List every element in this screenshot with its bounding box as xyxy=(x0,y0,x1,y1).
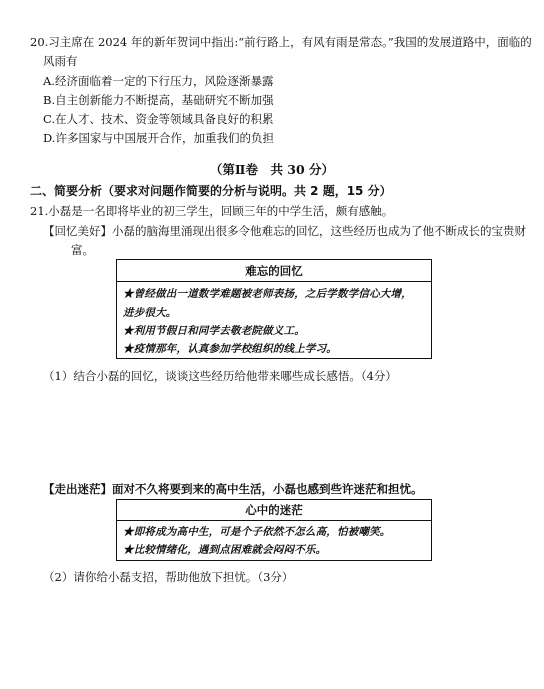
confusion-box xyxy=(116,499,432,561)
memory-item-2: ★利用节假日和同学去敬老院做义工。 xyxy=(123,325,305,337)
q21-memory-line2: 富。 xyxy=(71,243,94,257)
part2-heading: （第Ⅱ卷 共 30 分） xyxy=(209,162,335,177)
q21-sub2: （2）请你给小磊支招，帮助他放下担忧。（3分） xyxy=(43,570,294,584)
q21-confusion-line: 【走出迷茫】面对不久将要到来的高中生活，小磊也感到些许迷茫和担忧。 xyxy=(43,482,423,496)
memory-box xyxy=(116,259,432,359)
memory-item-1-cont: 进步很大。 xyxy=(123,307,177,319)
q20-stem-line1: 20.习主席在 2024 年的新年贺词中指出:“前行路上，有风有雨是常态。”我国的发展道路中，面临的 xyxy=(30,35,532,49)
q20-option-c: C.在人才、技术、资金等领域具备良好的积累 xyxy=(43,112,274,126)
confusion-box-divider xyxy=(117,520,431,521)
confusion-item-2: ★比较情绪化，遇到点困难就会闷闷不乐。 xyxy=(123,544,327,556)
memory-box-divider xyxy=(117,281,431,282)
q20-option-a: A.经济面临着一定的下行压力，风险逐渐暴露 xyxy=(43,74,274,88)
confusion-item-1: ★即将成为高中生，可是个子依然不怎么高，怕被嘲笑。 xyxy=(123,526,391,538)
q20-option-d: D.许多国家与中国展开合作，加重我们的负担 xyxy=(43,131,274,145)
confusion-box-title: 心中的迷茫 xyxy=(245,503,303,517)
q20-option-b: B.自主创新能力不断提高，基础研究不断加强 xyxy=(43,93,274,107)
q21-memory-line1: 【回忆美好】小磊的脑海里涌现出很多令他难忘的回忆，这些经历也成为了他不断成长的宝贵财 xyxy=(43,224,526,238)
memory-item-1: ★曾经做出一道数学难题被老师表扬，之后学数学信心大增， xyxy=(123,288,412,300)
q20-stem-line2: 风雨有 xyxy=(43,54,78,68)
memory-box-title: 难忘的回忆 xyxy=(245,264,303,278)
q21-intro: 21.小磊是一名即将毕业的初三学生，回顾三年的中学生活，颇有感触。 xyxy=(30,204,394,218)
memory-item-3: ★疫情那年，认真参加学校组织的线上学习。 xyxy=(123,343,337,355)
section-heading: 二、简要分析（要求对问题作简要的分析与说明。共 2 题，15 分） xyxy=(30,184,392,198)
q21-sub1: （1）结合小磊的回忆，谈谈这些经历给他带来哪些成长感悟。（4分） xyxy=(43,369,397,383)
